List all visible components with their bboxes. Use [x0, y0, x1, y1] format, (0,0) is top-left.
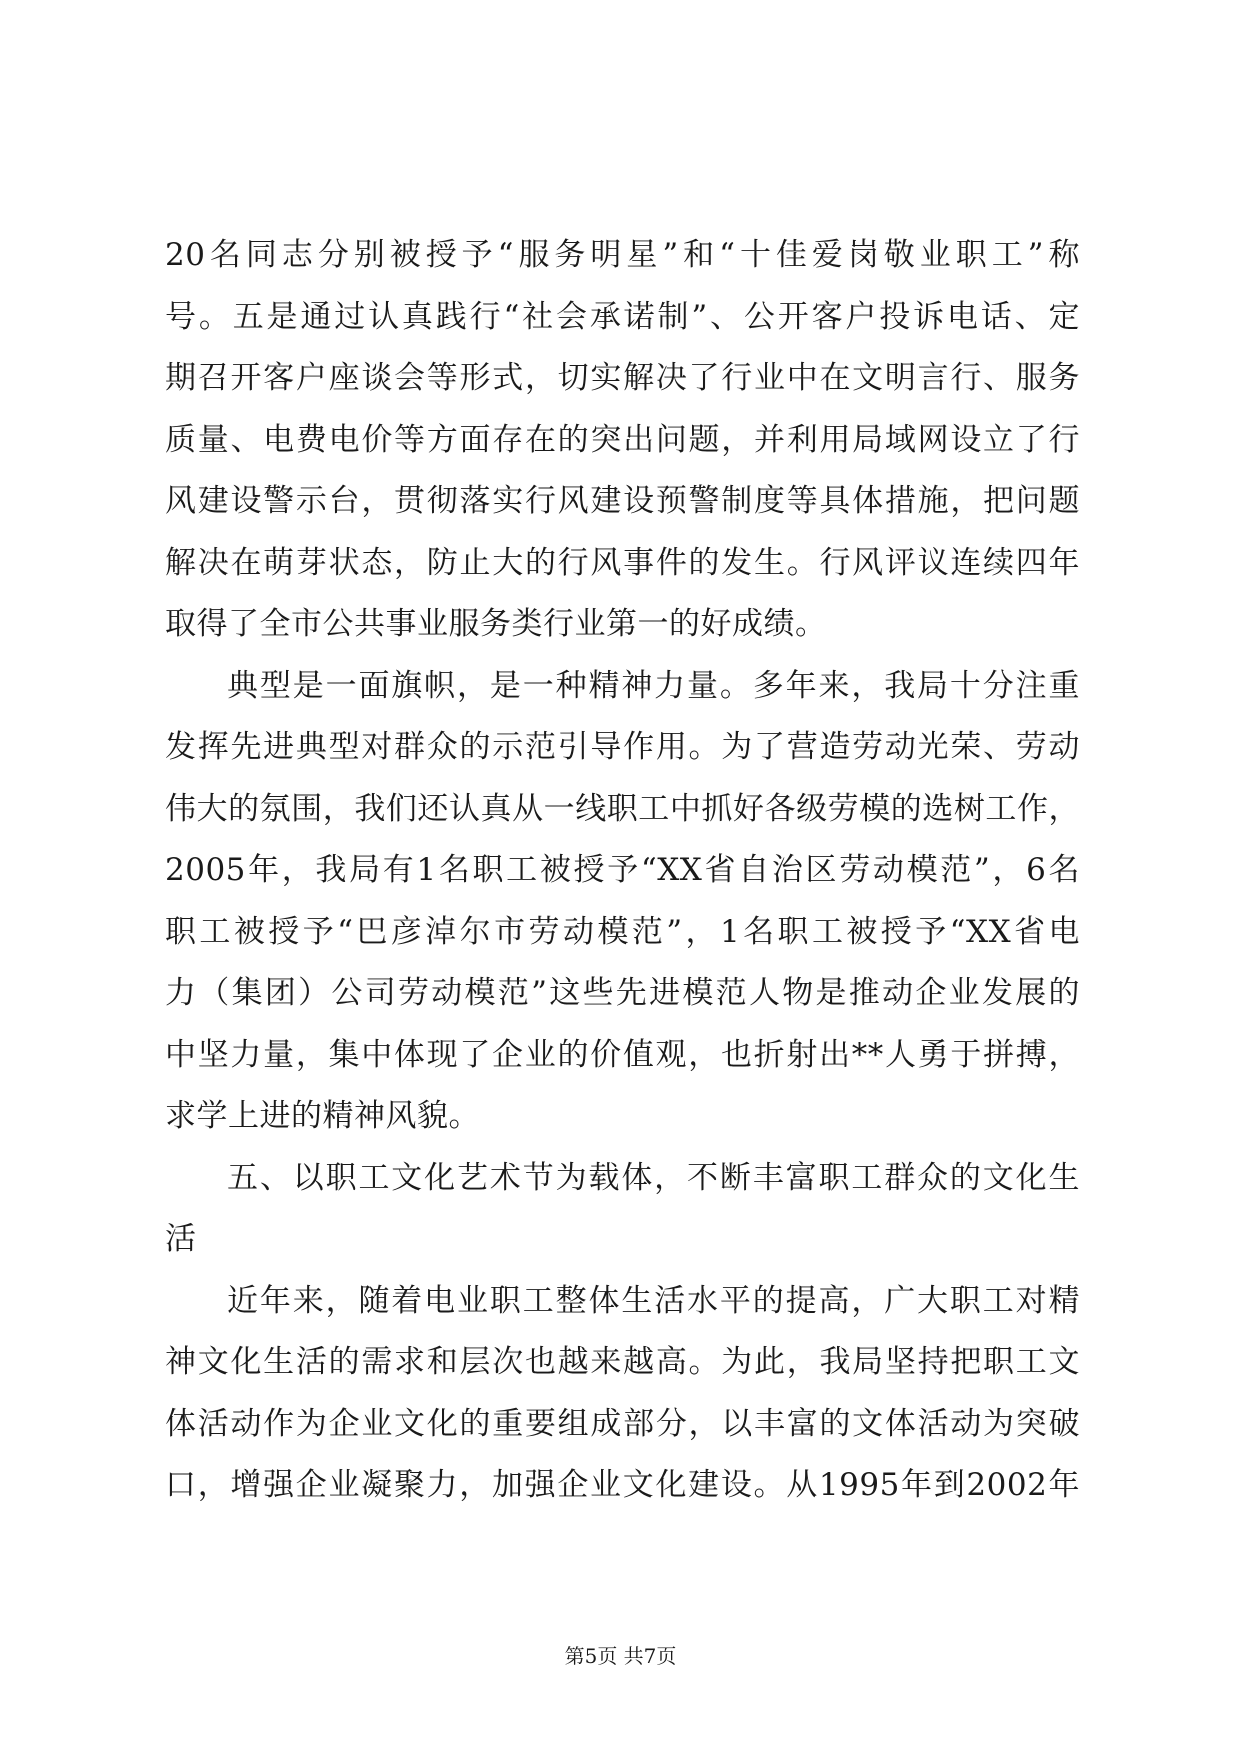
text-line: 近年来，随着电业职工整体生活水平的提高，广大职工对精 [227, 1282, 1080, 1319]
text-line: 求学上进的精神风貌。 [165, 1098, 480, 1134]
text-line: 质量、电费电价等方面存在的突出问题，并利用局域网设立了行 [165, 421, 1080, 458]
text-line: 力（集团）公司劳动模范”这些先进模范人物是推动企业发展的 [165, 975, 1080, 1011]
heading-line: 五、以职工文化艺术节为载体，不断丰富职工群众的文化生 [227, 1159, 1080, 1196]
text-line: 口，增强企业凝聚力，加强企业文化建设。从1995年到2002年 [165, 1467, 1080, 1503]
text-line: 职工被授予“巴彦淖尔市劳动模范”，1名职工被授予“XX省电 [165, 913, 1080, 950]
paragraph-3 [165, 1271, 1080, 1517]
text-line: 体活动作为企业文化的重要组成部分，以丰富的文体活动为突破 [165, 1405, 1080, 1442]
text-line: 伟大的氛围，我们还认真从一线职工中抓好各级劳模的选树工作， [165, 790, 1080, 827]
text-line: 号。五是通过认真践行“社会承诺制”、公开客户投诉电话、定 [165, 298, 1080, 335]
document-body [165, 225, 1080, 1517]
text-line: 神文化生活的需求和层次也越来越高。为此，我局坚持把职工文 [165, 1344, 1080, 1380]
text-line: 中坚力量，集中体现了企业的价值观，也折射出**人勇于拼搏， [165, 1036, 1080, 1073]
text-line: 期召开客户座谈会等形式，切实解决了行业中在文明言行、服务 [165, 360, 1080, 396]
text-line: 20名同志分别被授予“服务明星”和“十佳爱岗敬业职工”称 [165, 237, 1080, 273]
section-heading [165, 1148, 1080, 1271]
paragraph-1 [165, 225, 1080, 656]
heading-line: 活 [165, 1221, 197, 1257]
paragraph-2 [165, 656, 1080, 1148]
text-line: 2005年，我局有1名职工被授予“XX省自治区劳动模范”，6名 [165, 852, 1080, 888]
page-number: 第5页 共7页 [564, 1644, 677, 1668]
text-line: 风建设警示台，贯彻落实行风建设预警制度等具体措施，把问题 [165, 483, 1080, 519]
text-line: 发挥先进典型对群众的示范引导作用。为了营造劳动光荣、劳动 [165, 729, 1080, 765]
text-line: 取得了全市公共事业服务类行业第一的好成绩。 [165, 606, 827, 642]
text-line: 解决在萌芽状态，防止大的行风事件的发生。行风评议连续四年 [165, 544, 1080, 581]
text-line: 典型是一面旗帜，是一种精神力量。多年来，我局十分注重 [227, 667, 1080, 704]
